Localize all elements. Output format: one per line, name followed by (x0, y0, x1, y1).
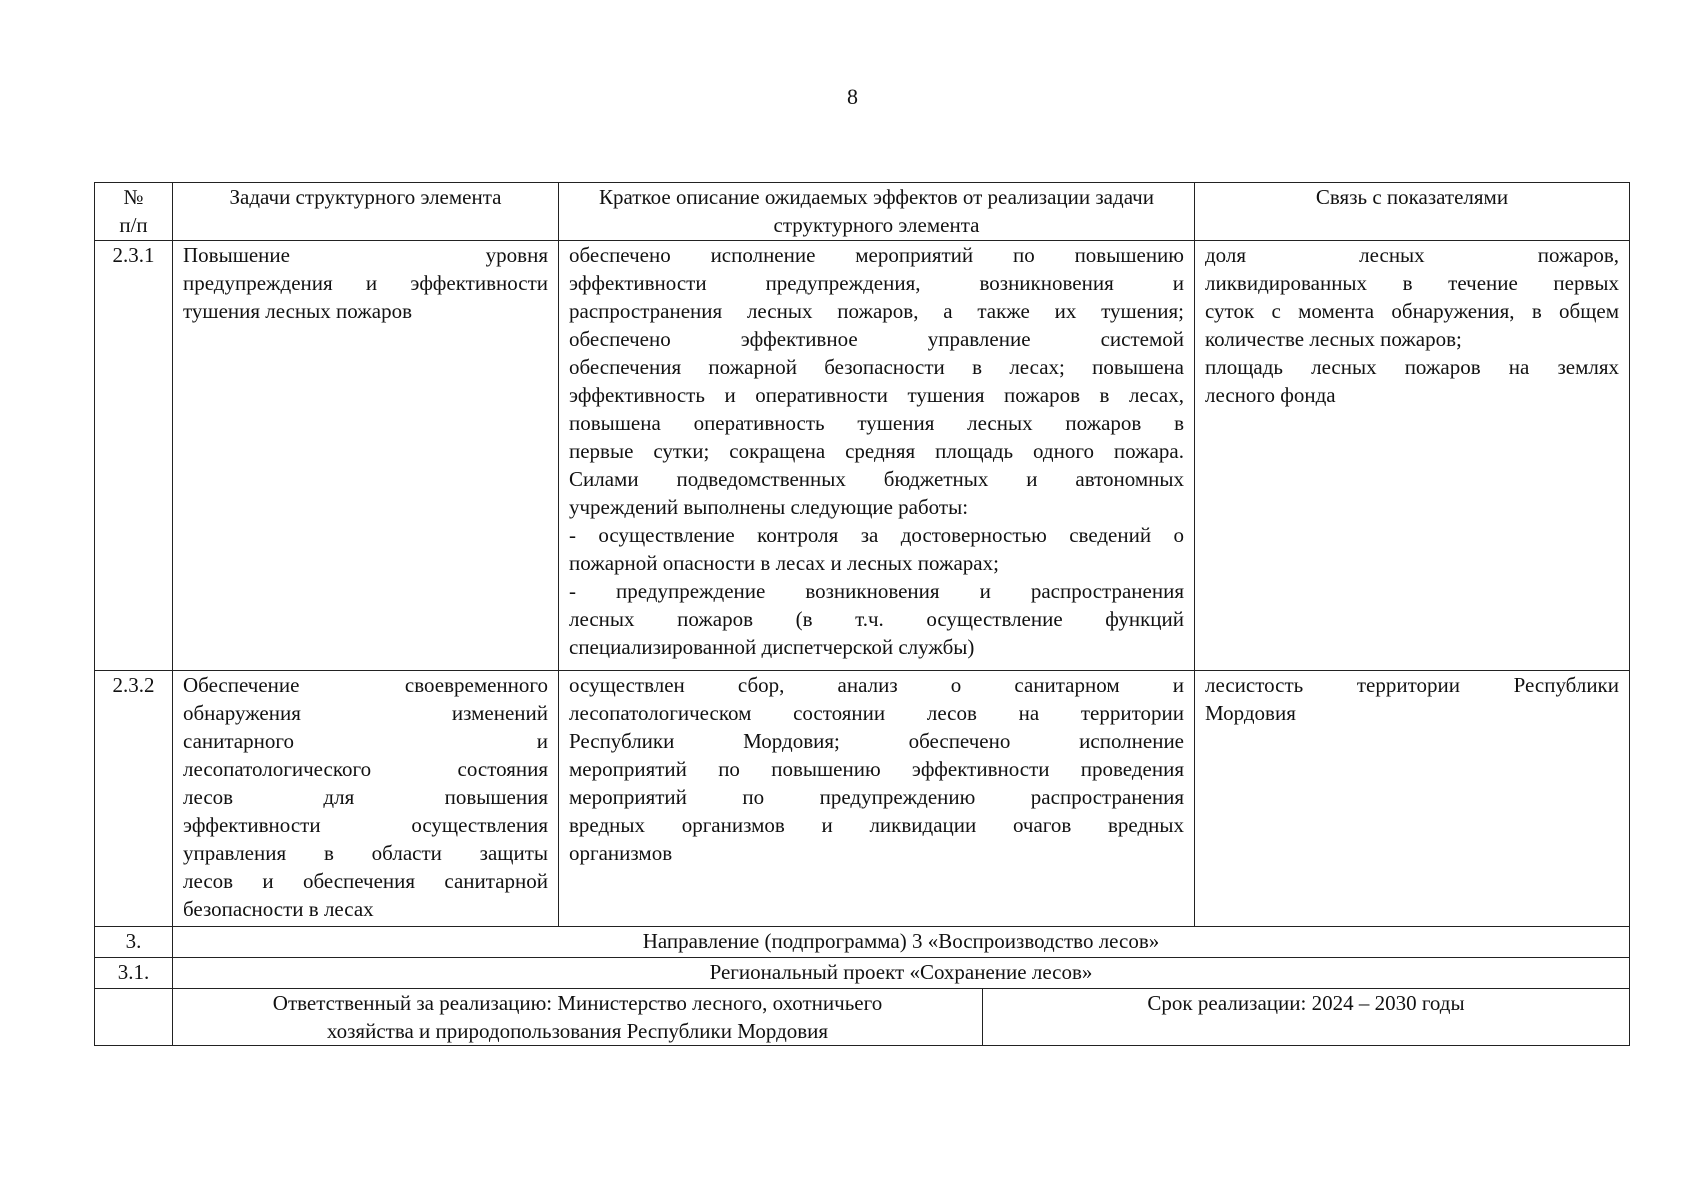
effect-line: первые сутки; сокращена средняя площадь одного пожара. (569, 439, 1184, 463)
effect-line: - осуществление контроля за достоверностью сведений о (569, 523, 1184, 547)
effect-line: Силами подведомственных бюджетных и автономных (569, 467, 1184, 491)
indicator-line: площадь лесных пожаров на землях (1205, 355, 1619, 379)
header-indicators: Связь с показателями (1195, 183, 1630, 241)
program-table (94, 182, 1630, 1046)
task-line: санитарного и (183, 729, 548, 753)
table-row (95, 927, 1630, 958)
effect-line: эффективности предупреждения, возникновения и (569, 271, 1184, 295)
effect-line: - предупреждение возникновения и распространения (569, 579, 1184, 603)
row-number: 2.3.1 (95, 241, 173, 671)
task-line: Повышение уровня (183, 243, 548, 267)
table-row (95, 989, 1630, 1046)
effect-line: пожарной опасности в лесах и лесных пожарах; (569, 551, 999, 575)
effect-line: обеспечено исполнение мероприятий по повышению (569, 243, 1184, 267)
effect-line: обеспечено эффективное управление системой (569, 327, 1184, 351)
responsible-line: Ответственный за реализацию: Министерство лесного, охотничьего (272, 991, 883, 1015)
effect-line: повышена оперативность тушения лесных пожаров в (569, 411, 1184, 435)
effect-line: обеспечения пожарной безопасности в лесах; повышена (569, 355, 1184, 379)
table-row (95, 671, 1630, 927)
effect-line: учреждений выполнены следующие работы: (569, 495, 969, 519)
row-number: 3.1. (95, 958, 173, 989)
header-effects: Краткое описание ожидаемых эффектов от реализации задачи структурного элемента (559, 183, 1195, 241)
row-number-empty (95, 989, 173, 1046)
indicator-cell (1195, 671, 1630, 927)
task-line: Обеспечение своевременного (183, 673, 548, 697)
task-line: безопасности в лесах (183, 897, 374, 921)
indicator-line: лесного фонда (1205, 383, 1336, 407)
indicator-cell (1195, 241, 1630, 671)
indicator-line: доля лесных пожаров, (1205, 243, 1619, 267)
effect-line: лесопатологическом состоянии лесов на территории (569, 701, 1184, 725)
indicator-line: лесистость территории Республики (1205, 673, 1619, 697)
table-row (95, 958, 1630, 989)
effect-line: осуществлен сбор, анализ о санитарном и (569, 673, 1184, 697)
page-number: 8 (847, 84, 858, 109)
indicator-line: ликвидированных в течение первых (1205, 271, 1619, 295)
project-title: Региональный проект «Сохранение лесов» (173, 958, 1630, 989)
effect-line: специализированной диспетчерской службы) (569, 635, 975, 659)
responsible-cell (173, 989, 983, 1046)
task-line: управления в области защиты (183, 841, 548, 865)
task-line: лесов и обеспечения санитарной (183, 869, 548, 893)
row-number: 2.3.2 (95, 671, 173, 927)
effect-line: мероприятий по предупреждению распространения (569, 785, 1184, 809)
effect-cell (559, 671, 1195, 927)
table-row (95, 241, 1630, 671)
indicator-line: суток с момента обнаружения, в общем (1205, 299, 1619, 323)
row-number: 3. (95, 927, 173, 958)
responsible-line: хозяйства и природопользования Республики Мордовия (326, 1019, 829, 1043)
effect-line: вредных организмов и ликвидации очагов вредных (569, 813, 1184, 837)
effect-line: мероприятий по повышению эффективности проведения (569, 757, 1184, 781)
effect-line: организмов (569, 841, 673, 865)
subprogram-title: Направление (подпрограмма) 3 «Воспроизводство лесов» (173, 927, 1630, 958)
task-line: лесопатологического состояния (183, 757, 548, 781)
indicator-line: Мордовия (1205, 701, 1296, 725)
effect-line: лесных пожаров (в т.ч. осуществление функций (569, 607, 1184, 631)
task-cell (173, 671, 559, 927)
task-line: эффективности осуществления (183, 813, 548, 837)
header-num (95, 183, 173, 241)
effect-line: Республики Мордовия; обеспечено исполнение (569, 729, 1184, 753)
effect-line: распространения лесных пожаров, а также их тушения; (569, 299, 1184, 323)
term-cell: Срок реализации: 2024 – 2030 годы (983, 989, 1630, 1046)
effect-cell (559, 241, 1195, 671)
header-tasks: Задачи структурного элемента (173, 183, 559, 241)
task-line: тушения лесных пожаров (183, 299, 412, 323)
task-cell (173, 241, 559, 671)
header-num-text: № п/п (119, 185, 148, 237)
task-line: обнаружения изменений (183, 701, 548, 725)
effect-line: эффективность и оперативности тушения пожаров в лесах, (569, 383, 1184, 407)
table-header-row (95, 183, 1630, 241)
indicator-line: количестве лесных пожаров; (1205, 327, 1462, 351)
task-line: лесов для повышения (183, 785, 548, 809)
task-line: предупреждения и эффективности (183, 271, 548, 295)
